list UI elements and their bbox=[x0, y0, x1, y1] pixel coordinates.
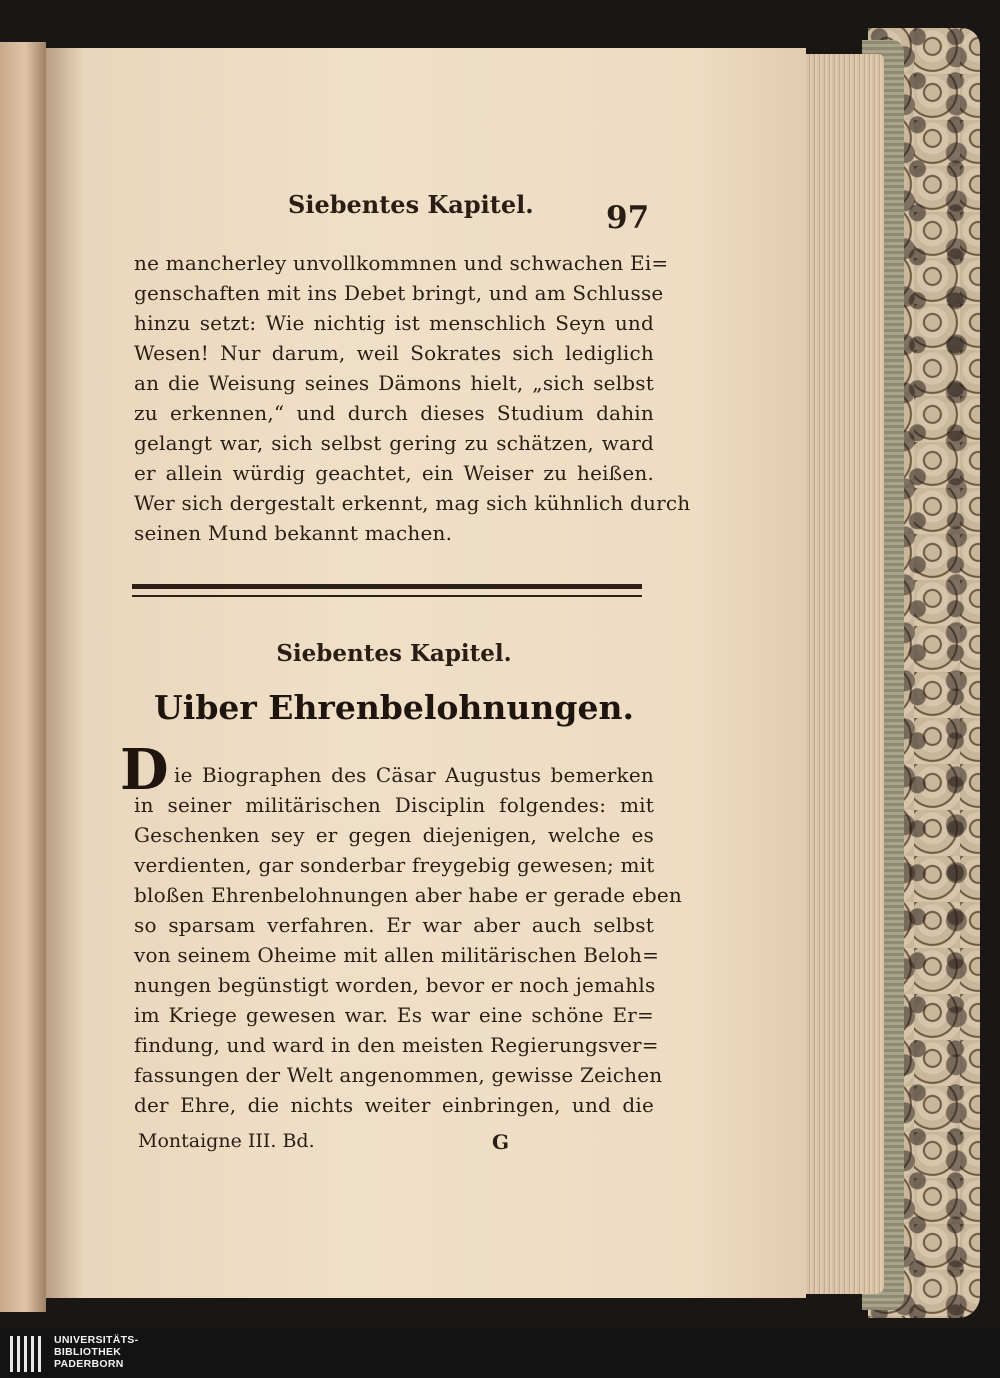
text-line: von seinem Oheime mit allen militärischen Beloh= bbox=[134, 943, 660, 967]
text-line: ne mancherley unvollkommnen und schwachen Ei= bbox=[134, 251, 669, 275]
section-rule-thick bbox=[132, 584, 642, 589]
text-line: zu erkennen,“ und durch dieses Studium dahin bbox=[134, 401, 654, 425]
left-page-margin bbox=[0, 42, 46, 1312]
text-line: Wesen! Nur darum, weil Sokrates sich lediglich bbox=[134, 341, 654, 365]
text-line: nungen begünstigt worden, bevor er noch jemahls bbox=[134, 973, 656, 997]
paragraph-body bbox=[134, 760, 683, 1120]
paragraph-continued bbox=[134, 248, 691, 548]
text-line: Geschenken sey er gegen diejenigen, welche es bbox=[134, 823, 654, 847]
library-footer bbox=[0, 1328, 1000, 1378]
text-line: fassungen der Welt angenommen, gewisse Zeichen bbox=[134, 1063, 663, 1087]
text-line: genschaften mit ins Debet bringt, und am Schlusse bbox=[134, 281, 664, 305]
running-head: Siebentes Kapitel. bbox=[288, 190, 534, 219]
text-line: findung, und ward in den meisten Regierungsver= bbox=[134, 1033, 659, 1057]
text-line: so sparsam verfahren. Er war aber auch selbst bbox=[134, 913, 654, 937]
page-number: 97 bbox=[606, 200, 650, 236]
logo-text-line: PADERBORN bbox=[54, 1358, 124, 1370]
text-line: seinen Mund bekannt machen. bbox=[134, 521, 453, 545]
chapter-heading: Siebentes Kapitel. bbox=[276, 640, 512, 667]
section-rule-thin bbox=[132, 595, 642, 597]
sheet-mark: G bbox=[492, 1130, 510, 1154]
text-line: an die Weisung seines Dämons hielt, „sich selbst bbox=[134, 371, 654, 395]
text-line: in seiner militärischen Disciplin folgendes: mit bbox=[134, 793, 654, 817]
text-line: verdienten, gar sonderbar freygebig gewesen; mit bbox=[134, 853, 655, 877]
text-line: hinzu setzt: Wie nichtig ist menschlich Seyn und bbox=[134, 311, 654, 335]
library-logo-icon bbox=[10, 1336, 46, 1372]
text-line: der Ehre, die nichts weiter einbringen, und die bbox=[134, 1093, 654, 1117]
text-line: ie Biographen des Cäsar Augustus bemerken bbox=[174, 763, 654, 787]
text-line: im Kriege gewesen war. Es war eine schöne Er= bbox=[134, 1003, 654, 1027]
chapter-title: Uiber Ehrenbelohnungen. bbox=[154, 688, 634, 727]
text-line: bloßen Ehrenbelohnungen aber habe er gerade eben bbox=[134, 883, 683, 907]
drop-cap: D bbox=[120, 737, 169, 803]
text-line: Wer sich dergestalt erkennt, mag sich kühnlich durch bbox=[134, 491, 691, 515]
logo-text-line: BIBLIOTHEK bbox=[54, 1346, 122, 1358]
logo-text-line: UNIVERSITÄTS- bbox=[54, 1334, 139, 1346]
text-line: gelangt war, sich selbst gering zu schätzen, ward bbox=[134, 431, 654, 455]
printer-signature: Montaigne III. Bd. bbox=[138, 1130, 315, 1152]
text-line: er allein würdig geachtet, ein Weiser zu heißen. bbox=[134, 461, 654, 485]
